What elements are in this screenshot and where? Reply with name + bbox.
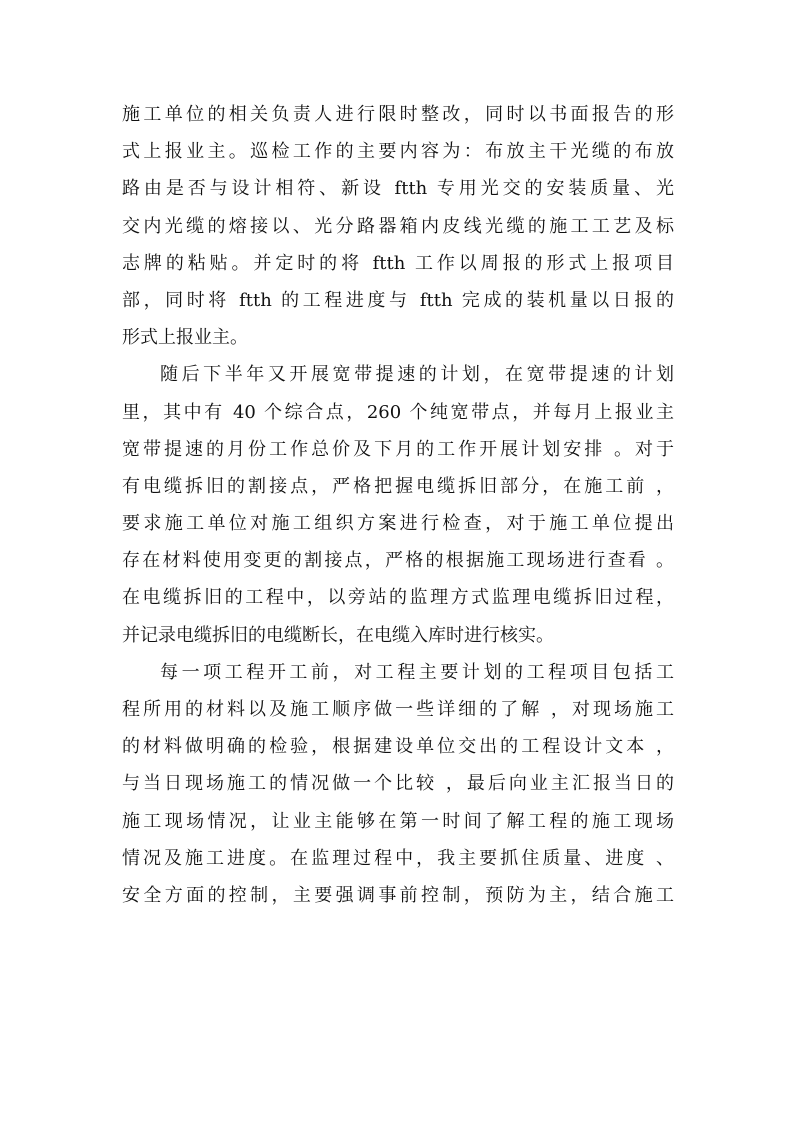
text-line: 里，其中有 40 个综合点，260 个纯宽带点，并每月上报业主 [122,401,674,423]
text-line: 部，同时将 ftth 的工程进度与 ftth 完成的装机量以日报的 [122,289,674,311]
text-line: 有电缆拆旧的割接点，严格把握电缆拆旧部分，在施工前 ， [122,475,674,497]
text-line: 施工单位的相关负责人进行限时整改，同时以书面报告的形 [122,104,674,125]
text-line: 式上报业主。巡检工作的主要内容为：布放主干光缆的布放 [122,141,674,163]
text-line: 要求施工单位对施工组织方案进行检查，对于施工单位提出 [122,513,674,535]
paragraph-2 [122,356,674,654]
paragraph-3 [122,654,674,914]
text-line: 形式上报业主。 [122,327,248,349]
text-line: 交内光缆的熔接以、光分路器箱内皮线光缆的施工工艺及标 [122,215,674,237]
text-line: 程所用的材料以及施工顺序做一些详细的了解 ，对现场施工 [122,699,674,720]
text-line: 宽带提速的月份工作总价及下月的工作开展计划安排 。对于 [122,438,674,460]
text-line: 施工现场情况，让业主能够在第一时间了解工程的施工现场 [122,810,674,832]
text-line: 并记录电缆拆旧的电缆断长，在电缆入库时进行核实。 [122,624,554,646]
text-line: 的材料做明确的检验，根据建设单位交出的工程设计文本 ， [122,736,674,758]
text-line: 存在材料使用变更的割接点，严格的根据施工现场进行查看 。 [122,550,674,572]
text-line: 情况及施工进度。在监理过程中，我主要抓住质量、进度 、 [122,847,674,869]
paragraph-1 [122,96,674,356]
text-line: 每一项工程开工前，对工程主要计划的工程项目包括工 [160,661,674,683]
text-line: 路由是否与设计相符、新设 ftth 专用光交的安装质量、光 [122,178,674,200]
text-line: 志牌的粘贴。并定时的将 ftth 工作以周报的形式上报项目 [122,252,674,274]
text-line: 安全方面的控制，主要强调事前控制，预防为主，结合施工 [122,884,674,906]
text-line: 与当日现场施工的情况做一个比较 ，最后向业主汇报当日的 [122,773,674,795]
text-line: 在电缆拆旧的工程中，以旁站的监理方式监理电缆拆旧过程， [122,587,674,609]
text-line: 随后下半年又开展宽带提速的计划，在宽带提速的计划 [160,364,674,386]
document-body [122,96,674,914]
